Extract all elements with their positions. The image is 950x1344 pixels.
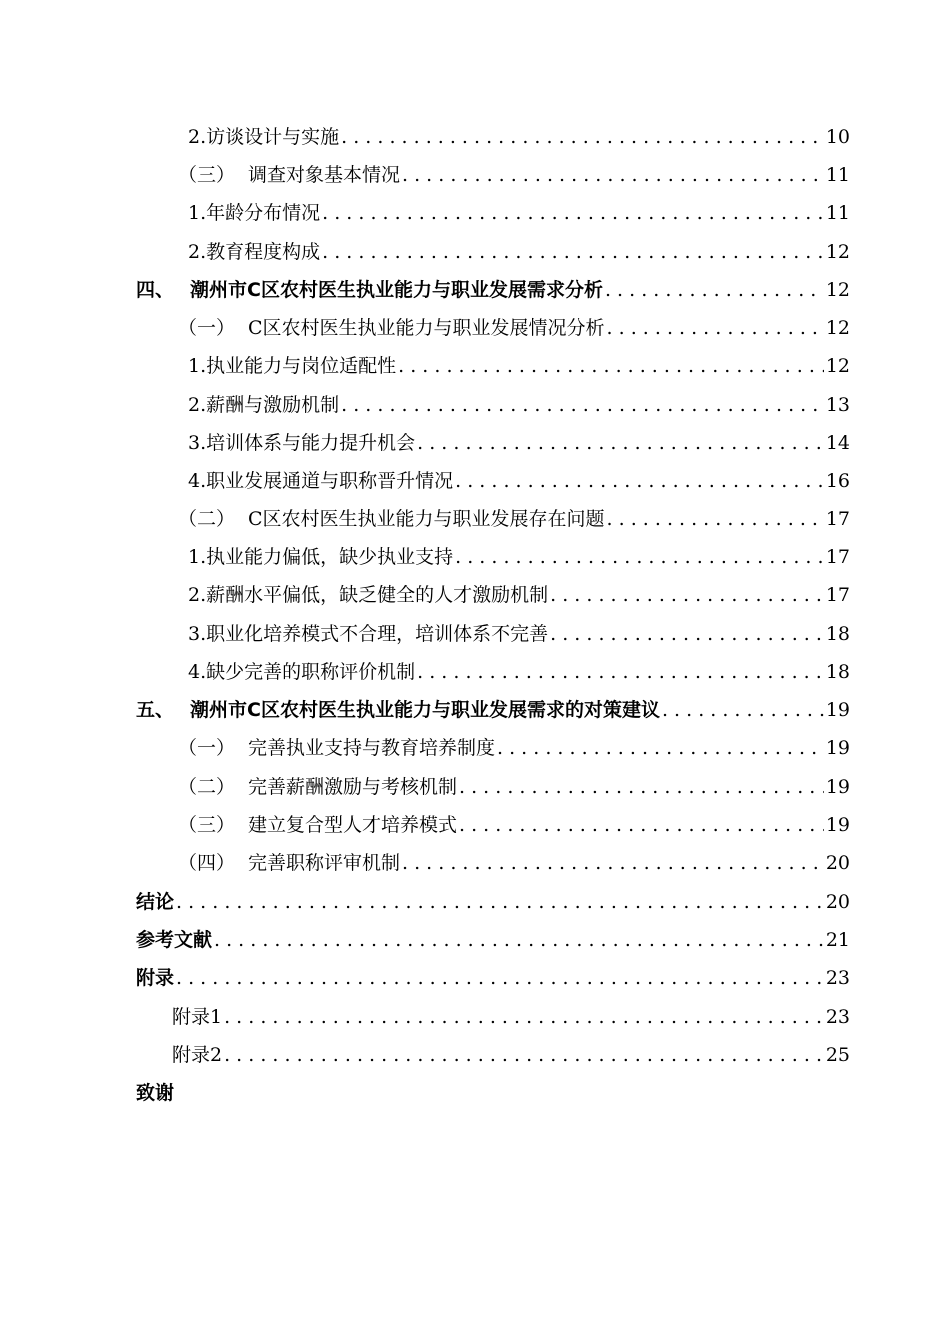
toc-leader-dots bbox=[322, 201, 824, 225]
toc-entry-page: 19 bbox=[825, 776, 850, 798]
toc-entry[interactable] bbox=[136, 847, 850, 879]
toc-leader-dots bbox=[607, 507, 824, 531]
toc-entry-number: （一） bbox=[178, 317, 236, 339]
toc-entry-page: 12 bbox=[825, 355, 850, 377]
toc-entry-page: 20 bbox=[825, 891, 850, 913]
toc-entry-title: 3.职业化培养模式不合理，培训体系不完善 bbox=[188, 623, 549, 645]
toc-entry[interactable] bbox=[136, 121, 850, 153]
toc-entry-page: 12 bbox=[825, 241, 850, 263]
toc-entry-title: 建立复合型人才培养模式 bbox=[248, 814, 458, 836]
toc-entry[interactable] bbox=[136, 197, 850, 229]
toc-entry-number: （三） bbox=[178, 164, 236, 186]
toc-entry[interactable] bbox=[136, 541, 850, 573]
toc-leader-dots bbox=[455, 469, 824, 493]
toc-leader-dots bbox=[322, 240, 824, 264]
toc-entry-page: 12 bbox=[825, 317, 850, 339]
toc-entry[interactable] bbox=[136, 771, 850, 803]
toc-entry-title: 参考文献 bbox=[136, 929, 213, 951]
toc-leader-dots bbox=[341, 125, 824, 149]
toc-entry[interactable] bbox=[136, 924, 850, 956]
toc-entry-title: 2.访谈设计与实施 bbox=[188, 126, 340, 148]
toc-entry-title: C区农村医生执业能力与职业发展情况分析 bbox=[248, 317, 605, 339]
toc-leader-dots bbox=[224, 1005, 824, 1029]
toc-leader-dots bbox=[459, 813, 824, 837]
toc-leader-dots bbox=[417, 660, 824, 684]
toc-entry-number: （三） bbox=[178, 814, 236, 836]
toc-entry-title: 潮州市C区农村医生执业能力与职业发展需求的对策建议 bbox=[190, 699, 660, 721]
toc-leader-dots bbox=[662, 698, 824, 722]
toc-leader-dots bbox=[455, 545, 824, 569]
toc-leader-dots bbox=[402, 851, 824, 875]
toc-entry-page: 20 bbox=[825, 852, 850, 874]
toc-entry-page: 19 bbox=[825, 699, 850, 721]
toc-leader-dots bbox=[550, 622, 824, 646]
toc-entry-page: 11 bbox=[825, 202, 850, 224]
toc-entry-number: （二） bbox=[178, 776, 236, 798]
toc-entry[interactable] bbox=[136, 618, 850, 650]
toc-entry-page: 10 bbox=[825, 126, 850, 148]
toc-entry-title: 2.薪酬与激励机制 bbox=[188, 394, 340, 416]
toc-entry[interactable] bbox=[136, 962, 850, 994]
toc-entry-page: 23 bbox=[825, 1006, 850, 1028]
toc-entry[interactable] bbox=[136, 350, 850, 382]
toc-leader-dots bbox=[341, 393, 824, 417]
toc-entry[interactable] bbox=[136, 427, 850, 459]
toc-entry-title: 附录1 bbox=[172, 1006, 223, 1028]
toc-acknowledgement[interactable]: 致谢 bbox=[136, 1082, 175, 1104]
toc-entry[interactable] bbox=[136, 1039, 850, 1071]
toc-entry-title: 2.教育程度构成 bbox=[188, 241, 321, 263]
toc-entry-title: 1.执业能力偏低，缺少执业支持 bbox=[188, 546, 454, 568]
toc-entry[interactable] bbox=[136, 312, 850, 344]
toc-entry[interactable] bbox=[136, 1001, 850, 1033]
toc-entry[interactable] bbox=[136, 503, 850, 535]
toc-leader-dots bbox=[417, 431, 824, 455]
toc-entry-number: （一） bbox=[178, 737, 236, 759]
toc-leader-dots bbox=[497, 736, 824, 760]
toc-entry-title: 完善职称评审机制 bbox=[248, 852, 401, 874]
toc-leader-dots bbox=[402, 163, 824, 187]
toc-leader-dots bbox=[214, 928, 824, 952]
toc-entry-title: 4.职业发展通道与职称晋升情况 bbox=[188, 470, 454, 492]
toc-entry-page: 23 bbox=[825, 967, 850, 989]
toc-entry-title: 附录2 bbox=[172, 1044, 223, 1066]
toc-entry-title: 完善薪酬激励与考核机制 bbox=[248, 776, 458, 798]
toc-leader-dots bbox=[550, 583, 824, 607]
toc-entry[interactable] bbox=[136, 389, 850, 421]
toc-entry-title: 3.培训体系与能力提升机会 bbox=[188, 432, 416, 454]
toc-entry-page: 25 bbox=[825, 1044, 850, 1066]
toc-entry-title: 完善执业支持与教育培养制度 bbox=[248, 737, 496, 759]
toc-entry-title: 附录 bbox=[136, 967, 175, 989]
toc-entry[interactable] bbox=[136, 886, 850, 918]
toc-entry-page: 19 bbox=[825, 814, 850, 836]
toc-entry[interactable] bbox=[136, 809, 850, 841]
toc-entry-page: 17 bbox=[825, 546, 850, 568]
toc-leader-dots bbox=[398, 354, 824, 378]
toc-entry-page: 13 bbox=[825, 394, 850, 416]
toc-entry-title: 调查对象基本情况 bbox=[248, 164, 401, 186]
toc-entry-page: 12 bbox=[825, 279, 850, 301]
toc-entry-title: 潮州市C区农村医生执业能力与职业发展需求分析 bbox=[190, 279, 603, 301]
toc-entry-number: （二） bbox=[178, 508, 236, 530]
toc-entry[interactable] bbox=[136, 579, 850, 611]
toc-entry-number: 四、 bbox=[136, 279, 175, 301]
toc-leader-dots bbox=[605, 278, 824, 302]
toc-entry-page: 11 bbox=[825, 164, 850, 186]
toc-entry-title: 4.缺少完善的职称评价机制 bbox=[188, 661, 416, 683]
toc-leader-dots bbox=[176, 890, 824, 914]
toc-entry-title: 2.薪酬水平偏低，缺乏健全的人才激励机制 bbox=[188, 584, 549, 606]
toc-entry-title: C区农村医生执业能力与职业发展存在问题 bbox=[248, 508, 605, 530]
toc-entry-title: 1.年龄分布情况 bbox=[188, 202, 321, 224]
toc-entry-page: 14 bbox=[825, 432, 850, 454]
toc-entry[interactable] bbox=[136, 465, 850, 497]
toc-entry[interactable] bbox=[136, 159, 850, 191]
toc-entry-title: 结论 bbox=[136, 891, 175, 913]
toc-entry-page: 19 bbox=[825, 737, 850, 759]
toc-entry[interactable] bbox=[136, 694, 850, 726]
toc-entry[interactable] bbox=[136, 274, 850, 306]
toc-entry-title: 1.执业能力与岗位适配性 bbox=[188, 355, 397, 377]
toc-entry-number: （四） bbox=[178, 852, 236, 874]
toc-entry-page: 17 bbox=[825, 508, 850, 530]
toc-entry-page: 16 bbox=[825, 470, 850, 492]
toc-entry-page: 17 bbox=[825, 584, 850, 606]
toc-leader-dots bbox=[224, 1043, 824, 1067]
toc-entry[interactable] bbox=[136, 236, 850, 268]
toc-entry[interactable] bbox=[136, 656, 850, 688]
toc-entry-page: 18 bbox=[825, 623, 850, 645]
toc-leader-dots bbox=[176, 966, 824, 990]
toc-leader-dots bbox=[607, 316, 824, 340]
toc-leader-dots bbox=[459, 775, 824, 799]
toc-entry-page: 18 bbox=[825, 661, 850, 683]
toc-entry[interactable] bbox=[136, 732, 850, 764]
toc-entry-page: 21 bbox=[825, 929, 850, 951]
toc-entry-number: 五、 bbox=[136, 699, 175, 721]
